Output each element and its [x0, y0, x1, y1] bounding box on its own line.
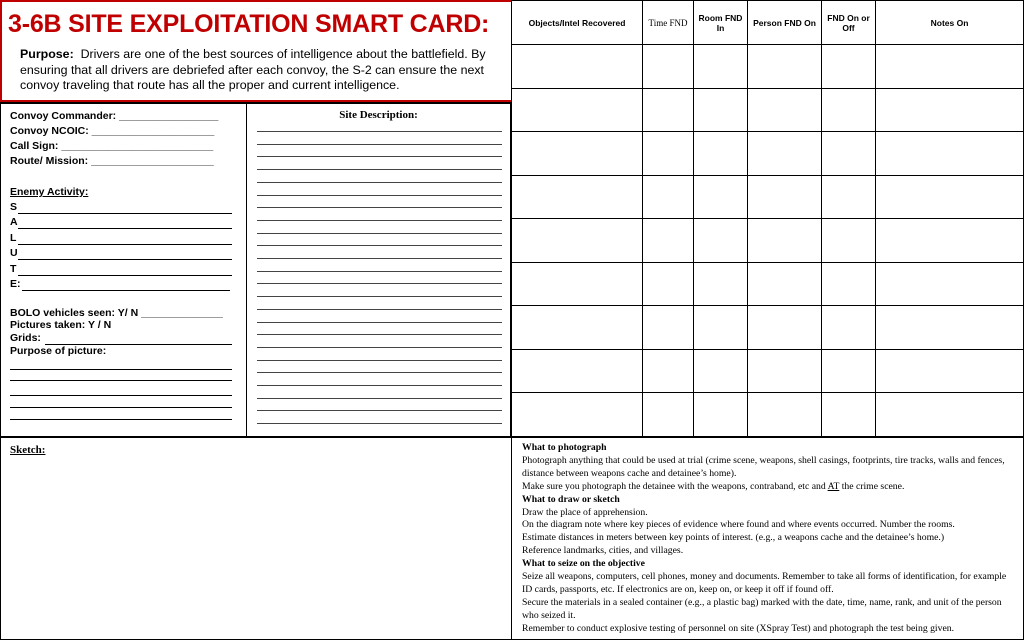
objects-cell[interactable]	[512, 306, 643, 350]
notes-cell[interactable]	[876, 393, 1024, 437]
site-description-line[interactable]	[257, 410, 502, 411]
notes-cell[interactable]	[876, 219, 1024, 263]
table-header-row	[512, 1, 1024, 45]
site-description-line[interactable]	[257, 156, 502, 157]
person-cell[interactable]	[748, 45, 822, 89]
site-description-line[interactable]	[257, 195, 502, 196]
sketch-area[interactable]	[0, 436, 512, 640]
site-description-line[interactable]	[257, 220, 502, 221]
room-cell[interactable]	[694, 349, 748, 393]
site-description-line[interactable]	[257, 347, 502, 348]
seize-text-2: Secure the materials in a sealed container (e.g., a plastic bag) marked with the date, time, name, rank, and unit of the person who seized it.	[522, 596, 1002, 621]
card-title: 3-6B SITE EXPLOITATION SMART CARD:	[8, 10, 490, 38]
instructions-panel	[511, 437, 1024, 640]
site-description-line[interactable]	[257, 322, 502, 323]
purpose-of-picture-label: Purpose of picture:	[10, 345, 107, 357]
site-description-line[interactable]	[257, 309, 502, 310]
objects-cell[interactable]	[512, 219, 643, 263]
salute-size-label: S	[10, 201, 18, 213]
salute-equipment-line[interactable]	[22, 278, 230, 291]
table-row	[512, 262, 1024, 306]
salute-unit-line[interactable]	[18, 247, 232, 260]
purpose-line[interactable]	[10, 397, 232, 408]
time-cell[interactable]	[643, 132, 694, 176]
on-off-cell[interactable]	[822, 175, 876, 219]
call-sign-field[interactable]: Call Sign: __________________________	[10, 140, 214, 152]
purpose-line[interactable]	[10, 409, 232, 420]
room-cell[interactable]	[694, 219, 748, 263]
table-row	[512, 349, 1024, 393]
salute-time-line[interactable]	[18, 263, 232, 276]
on-off-cell[interactable]	[822, 262, 876, 306]
room-cell[interactable]	[694, 306, 748, 350]
site-description-title: Site Description:	[339, 109, 418, 121]
site-description-line[interactable]	[257, 271, 502, 272]
on-off-cell[interactable]	[822, 349, 876, 393]
sketch-label: Sketch:	[10, 444, 46, 456]
table-row	[512, 132, 1024, 176]
objects-cell[interactable]	[512, 349, 643, 393]
pictures-taken-field[interactable]: Pictures taken: Y / N	[10, 319, 112, 331]
enemy-activity-heading: Enemy Activity:	[10, 186, 89, 198]
convoy-commander-field[interactable]: Convoy Commander: _________________	[10, 110, 219, 122]
person-cell[interactable]	[748, 262, 822, 306]
salute-location-line[interactable]	[18, 232, 232, 245]
notes-cell[interactable]	[876, 132, 1024, 176]
objects-cell[interactable]	[512, 175, 643, 219]
photo-text-2: Make sure you photograph the detainee with the weapons, contraband, etc and AT the crime scene.	[522, 480, 905, 492]
purpose-text: Drivers are one of the best sources of intelligence about the battlefield. By ensuring that all drivers are debriefed after each convoy, the S-2 can ensure the next convoy traveling that route has all the proper and current intelligence.	[20, 47, 486, 93]
site-description-line[interactable]	[257, 283, 502, 284]
objects-cell[interactable]	[512, 393, 643, 437]
salute-unit-label: U	[10, 247, 18, 259]
time-cell[interactable]	[643, 349, 694, 393]
site-description-line[interactable]	[257, 360, 502, 361]
objects-cell[interactable]	[512, 88, 643, 132]
draw-heading: What to draw or sketch	[522, 493, 620, 505]
person-cell[interactable]	[748, 219, 822, 263]
photo-text-1: Photograph anything that could be used at trial (crime scene, weapons, shell casings, footprints, tire tracks, walls and fences, distance between weapons cache and detainee’s home).	[522, 454, 1005, 479]
site-description-line[interactable]	[257, 169, 502, 170]
notes-cell[interactable]	[876, 45, 1024, 89]
salute-activity-label: A	[10, 216, 18, 228]
col-found-on-off: FND On or Off	[822, 1, 876, 45]
on-off-cell[interactable]	[822, 393, 876, 437]
seize-text-1: Seize all weapons, computers, cell phones, money and documents. Remember to take all forms of identification, for example ID cards, passports, etc. If electronics are on, keep on, or keep it off if found off.	[522, 571, 1007, 595]
salute-time-label: T	[10, 263, 17, 275]
room-cell[interactable]	[694, 45, 748, 89]
photo-heading: What to photograph	[522, 442, 607, 453]
grids-line[interactable]	[45, 332, 232, 345]
site-description-line[interactable]	[257, 372, 502, 373]
purpose-line[interactable]	[10, 385, 232, 396]
col-person-found: Person FND On	[748, 1, 822, 45]
room-cell[interactable]	[694, 262, 748, 306]
notes-cell[interactable]	[876, 306, 1024, 350]
notes-cell[interactable]	[876, 175, 1024, 219]
draw-text-1: Draw the place of apprehension.	[522, 506, 648, 518]
notes-cell[interactable]	[876, 262, 1024, 306]
on-off-cell[interactable]	[822, 88, 876, 132]
seize-text-3: Remember to conduct explosive testing of personnel on site (XSpray Test) and photograph the test being given.	[522, 622, 955, 634]
notes-cell[interactable]	[876, 349, 1024, 393]
site-description-line[interactable]	[257, 182, 502, 183]
person-cell[interactable]	[748, 393, 822, 437]
table-row	[512, 45, 1024, 89]
purpose-line[interactable]	[10, 370, 232, 381]
time-cell[interactable]	[643, 175, 694, 219]
person-cell[interactable]	[748, 349, 822, 393]
col-time-found: Time FND	[643, 1, 694, 45]
site-description-line[interactable]	[257, 131, 502, 132]
bolo-vehicles-field[interactable]: BOLO vehicles seen: Y/ N ______________	[10, 307, 223, 319]
purpose-line[interactable]	[10, 359, 232, 370]
site-description-line[interactable]	[257, 385, 502, 386]
person-cell[interactable]	[748, 132, 822, 176]
time-cell[interactable]	[643, 88, 694, 132]
room-cell[interactable]	[694, 393, 748, 437]
time-cell[interactable]	[643, 219, 694, 263]
table-row	[512, 88, 1024, 132]
seize-heading: What to seize on the objective	[522, 558, 645, 570]
site-description-line[interactable]	[257, 423, 502, 424]
objects-cell[interactable]	[512, 262, 643, 306]
person-cell[interactable]	[748, 88, 822, 132]
objects-cell[interactable]	[512, 45, 643, 89]
site-description-line[interactable]	[257, 334, 502, 335]
site-description-panel	[246, 102, 511, 437]
table-row	[512, 175, 1024, 219]
table-row	[512, 393, 1024, 437]
site-description-line[interactable]	[257, 296, 502, 297]
on-off-cell[interactable]	[822, 45, 876, 89]
col-room-found: Room FND In	[694, 1, 748, 45]
convoy-ncoic-field[interactable]: Convoy NCOIC: _____________________	[10, 125, 215, 137]
site-description-line[interactable]	[257, 144, 502, 145]
grids-label: Grids:	[10, 332, 41, 344]
route-mission-field[interactable]: Route/ Mission: _____________________	[10, 155, 214, 167]
draw-text-2: On the diagram note where key pieces of evidence where found and where events occurred. Number the rooms.	[522, 519, 955, 531]
table-row	[512, 219, 1024, 263]
salute-size-line[interactable]	[18, 201, 232, 214]
salute-location-label: L	[10, 232, 17, 244]
table-row	[512, 306, 1024, 350]
col-objects-intel: Objects/Intel Recovered	[512, 1, 643, 45]
notes-cell[interactable]	[876, 88, 1024, 132]
col-notes: Notes On	[876, 1, 1024, 45]
site-description-line[interactable]	[257, 207, 502, 208]
purpose-label: Purpose:	[20, 47, 74, 61]
draw-text-3: Estimate distances in meters between key points of interest. (e.g., a weapons cache and the detainee’s home.)	[522, 532, 945, 544]
site-description-line[interactable]	[257, 233, 502, 234]
time-cell[interactable]	[643, 306, 694, 350]
time-cell[interactable]	[643, 393, 694, 437]
site-description-line[interactable]	[257, 258, 502, 259]
recovered-items-table	[511, 0, 1024, 437]
objects-cell[interactable]	[512, 132, 643, 176]
room-cell[interactable]	[694, 175, 748, 219]
on-off-cell[interactable]	[822, 219, 876, 263]
time-cell[interactable]	[643, 262, 694, 306]
draw-text-4: Reference landmarks, cities, and villages.	[522, 545, 684, 557]
site-description-line[interactable]	[257, 245, 502, 246]
room-cell[interactable]	[694, 88, 748, 132]
person-cell[interactable]	[748, 175, 822, 219]
on-off-cell[interactable]	[822, 132, 876, 176]
time-cell[interactable]	[643, 45, 694, 89]
person-cell[interactable]	[748, 306, 822, 350]
convoy-info-panel	[0, 102, 247, 437]
site-description-line[interactable]	[257, 398, 502, 399]
on-off-cell[interactable]	[822, 306, 876, 350]
purpose-paragraph	[20, 47, 500, 94]
salute-equipment-label: E:	[10, 278, 21, 290]
room-cell[interactable]	[694, 132, 748, 176]
salute-activity-line[interactable]	[18, 216, 232, 229]
